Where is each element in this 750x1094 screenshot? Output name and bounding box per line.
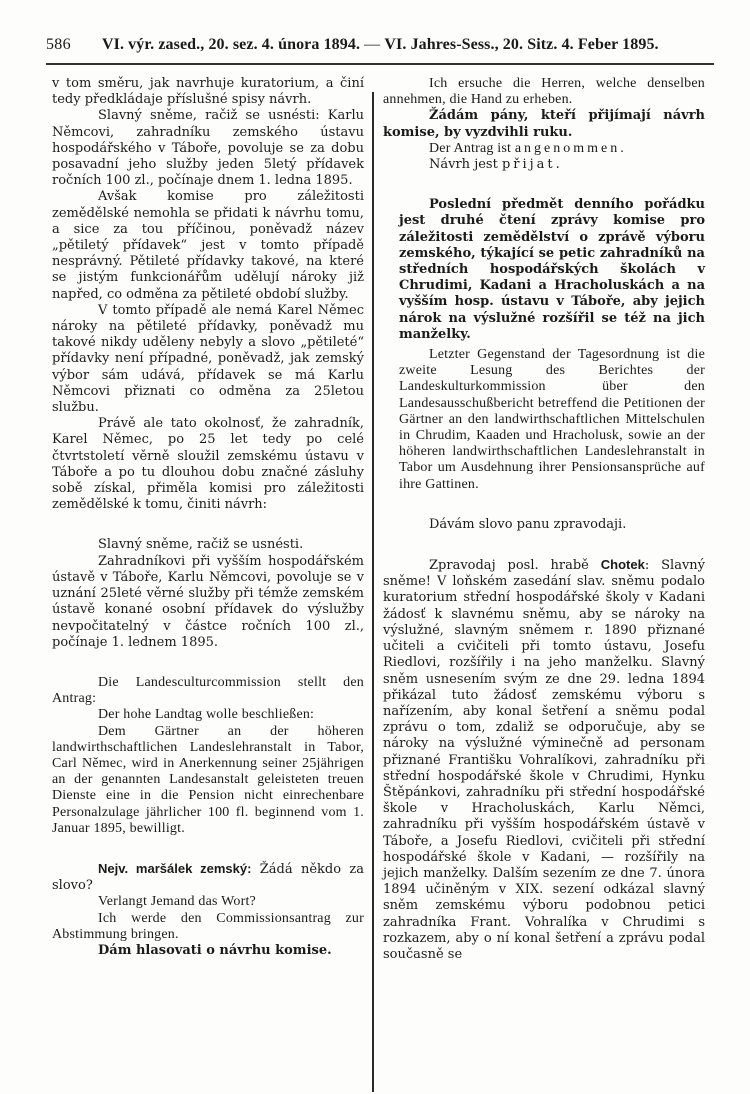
running-title-separator: —: [360, 36, 385, 53]
result-spaced: přijat.: [501, 157, 563, 173]
paragraph: Dávám slovo panu zpravodaji.: [429, 516, 627, 532]
result-prefix: Der Antrag ist: [429, 140, 515, 156]
paragraph: v tom směru, jak navrhuje kuratorium, a činí tedy předkládaje příslušné spisy návrh.: [52, 76, 364, 108]
spacer: [52, 651, 364, 675]
paragraph: [52, 861, 364, 894]
speech-text: : Slavný sněme! V loňském zasedání slav. sněmu podalo kuratorium střední hospodářské školy v Kadani žádosť k slavnému sněmu, aby se nároky na výslužné, slavným sněmem r. 1890 přiznané učiteli a cvičiteli při tomto ústavu, Josefu Riedlovi, rozšířily i na jeho manželku. Slavný sněm usnesením svým ze dne 29. ledna 1894 přikázal tuto žádosť zemskému výboru s nařízením, aby konal šetření a sněmu podal zprávu o tom, zdaliž se odporučuje, aby se nároky na výslužné výminečně ad personam přiznané Františku Vohralíkovi, zahradníku při střední hospodářské škole v Chrudimi, Hynku Štěpánkovi, zahradníku při střední hospodářské škole v Hracholuskách, Karlu Němci, zahradníku při vyšším hospodářském ústavě v Táboře, a Josefu Riedlovi, cvičiteli při střední hospodářské škole v Kadani, — rozšířily na jejich manželky. Dalším sezením ze dne 7. února 1894 učiněným v XIX. sezení odkázal slavný sněm zemskému výboru podobnou petici zahradníka Frant. Vohralíka v Chrudimi s rozkazem, aby o ní konal šetření a zprávu podal současně se: [383, 558, 706, 962]
result-prefix: Návrh jest: [429, 157, 502, 173]
result-spaced: angenommen.: [514, 140, 627, 156]
paragraph: V tomto případě ale nemá Karel Němec nároky na pětileté přídavky, poněvadž mu takové nikdy uděleny nebyly a slovo „pětileté“ přídavky není případné, poněvadž, jak zemský výbor sám udává, přídavek se má Karlu Němcovi přiznati co odměna za 25letou službu.: [52, 302, 364, 416]
paragraph-german: Verlangt Jemand das Wort?: [98, 894, 256, 910]
paragraph-german: Der hohe Landtag wolle beschließen:: [98, 707, 315, 723]
paragraph-german: Dem Gärtner an der höheren landwirthschaftlichen Landeslehranstalt in Tabor, Carl Němec, wird in Anerkennung seiner 25jährigen an der genannten Landesanstalt geleisteten treuen Dienste eine in die Pension nicht einrechenbare Personalzulage jährlicher 100 fl. beginnend vom 1. Januar 1895, bewilligt.: [52, 723, 364, 836]
right-column: [383, 76, 705, 963]
speaker-name: Nejv. maršálek zemský:: [98, 860, 252, 876]
paragraph-german: Die Landesculturcommission stellt den Antrag:: [52, 674, 364, 707]
running-title: [102, 36, 659, 54]
paragraph-german: [383, 141, 705, 157]
paragraph: [383, 157, 705, 173]
spacer: [52, 837, 364, 861]
paragraph-german: Ich werde den Commissionsantrag zur Abstimmung bringen.: [52, 910, 364, 942]
running-title-german: VI. Jahres-Sess., 20. Sitz. 4. Feber 1895.: [384, 36, 659, 53]
speech-prefix: Zpravodaj posl. hrabě: [429, 558, 601, 574]
paragraph: Žádám pány, kteří přijímají návrh komise, by vyzdvihli ruku.: [383, 108, 705, 140]
spacer: [383, 533, 705, 557]
running-title-czech: VI. výr. zased., 20. sez. 4. února 1894.: [102, 36, 361, 53]
page-header: [46, 36, 714, 58]
speech-text: Žádá někdo za slovo?: [52, 861, 364, 894]
spacer: [383, 173, 705, 197]
motion-heading: Slavný sněme, račiž se usnésti.: [98, 537, 304, 553]
paragraph: Slavný sněme, račiž se usnésti: Karlu Němcovi, zahradníku zemského ústavu hospodářského v Táboře, povoluje se za dobu posavadní jeho služby jeden 5letý přídavek ročních 100 zl., počínaje dnem 1. ledna 1895.: [52, 108, 364, 189]
agenda-paragraph-german: Letzter Gegenstand der Tagesordnung ist die zweite Lesung des Berichtes der Landeskulturkommission über den Landesausschußbericht betreffend die Petitionen der Gärtner an den landwirthschaftlichen Mittelschulen in Chrudim, Kaaden und Hracholusk, sowie an der höheren landwirthschaftlichen Landeslehranstalt in Tabor um Ausdehnung ihrer Pensionsansprüche auf ihre Gattinen.: [399, 347, 705, 492]
paragraph: Avšak komise pro záležitosti zemědělské nemohla se přidati k návrhu tomu, a sice za tou příčinou, poněvadž název „pětiletý přídavek“ jest v tomto případě nesprávný. Pětileté přídavky takové, na které se jistým funkcionářům udělují nároky již napřed, co odměna za pětileté období služby.: [52, 189, 364, 302]
left-column: [52, 76, 364, 959]
speaker-name: Chotek: [600, 557, 645, 573]
spacer: [383, 493, 705, 517]
agenda-paragraph: Poslední předmět denního pořádku jest druhé čtení zprávy komise pro záležitosti zemědělství o zprávě výboru zemského, týkající se petic zahradníků na středních hospodářských školách v Chrudimi, Kadani a Hracholuskách a na vyšším hosp. ústavu v Táboře, aby jejich nárok na výslužné rozšířil se též na jich manželky.: [399, 197, 705, 342]
column-divider: [372, 92, 374, 1092]
paragraph: [383, 557, 705, 963]
header-rule: [46, 63, 714, 65]
paragraph: Zahradníkovi při vyšším hospodářském ústavě v Táboře, Karlu Němcovi, povoluje se v uznání 25leté věrné služby při témže zemském ústavě konané osobní přídavek do výslužby nevpočitatelný v částce ročních 100 zl., počínaje 1. lednem 1895.: [52, 553, 364, 650]
paragraph: Právě ale tato okolnosť, že zahradník, Karel Němec, po 25 let tedy po celé čtvrtstoletí věrně sloužil zemskému ústavu v Táboře a po tu dlouhou dobu značné zásluhy sobě získal, přiměla komisi pro záležitosti zemědělské k tomu, činiti návrh:: [52, 416, 364, 513]
paragraph: Dám hlasovati o návrhu komise.: [98, 942, 332, 958]
paragraph-german: Ich ersuche die Herren, welche denselben annehmen, die Hand zu erheben.: [383, 76, 705, 108]
page-number: 586: [46, 36, 71, 53]
spacer: [52, 513, 364, 537]
